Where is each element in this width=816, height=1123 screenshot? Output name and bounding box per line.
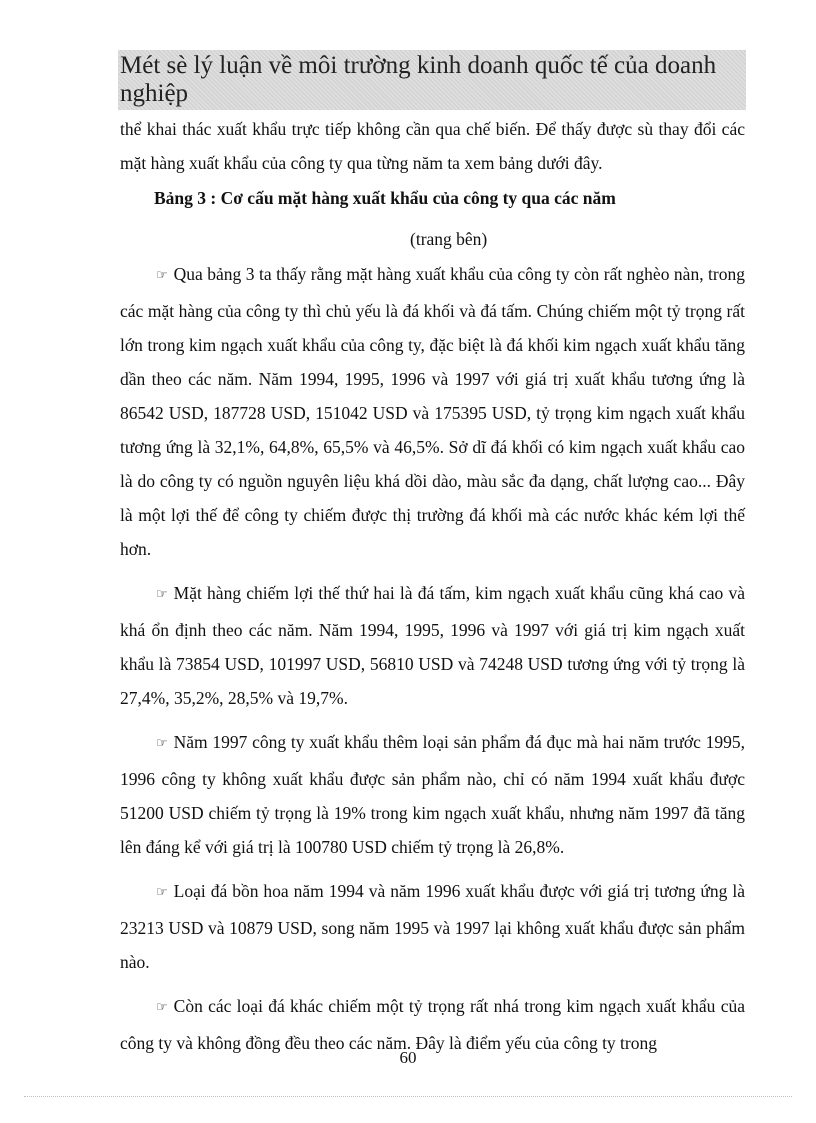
page-number: 60: [399, 1048, 417, 1067]
table-caption: Bảng 3 : Cơ cấu mặt hàng xuất khẩu của công ty qua các năm: [154, 188, 616, 208]
intro-block: [120, 112, 745, 180]
pointing-hand-icon: ☞: [156, 1000, 168, 1015]
running-header-title: Mét sè lý luận về môi trường kinh doanh quốc tế của doanh nghiệp: [120, 52, 717, 107]
paragraph-text: Mặt hàng chiếm lợi thế thứ hai là đá tấm, kim ngạch xuất khẩu cũng khá cao và khá ổn định theo các năm. Năm 1994, 1995, 1996 và 1997 với giá trị kim ngạch xuất khẩu là 73854 USD, 101997 USD, 56810 USD và 74248 USD tương ứng với tỷ trọng là 27,4%, 35,2%, 28,5% và 19,7%.: [120, 583, 745, 708]
paragraph-carved-stone: [120, 725, 745, 864]
pointing-hand-icon: ☞: [156, 736, 168, 751]
paragraph-text: Năm 1997 công ty xuất khẩu thêm loại sản phẩm đá đục mà hai năm trước 1995, 1996 công ty không xuất khẩu được sản phẩm nào, chỉ có năm 1994 xuất khẩu được 51200 USD chiếm tỷ trọng là 19% trong kim ngạch xuất khẩu, nhưng năm 1997 đã tăng lên đáng kể với giá trị là 100780 USD chiếm tỷ trọng là 26,8%.: [120, 732, 745, 857]
intro-paragraph: thể khai thác xuất khẩu trực tiếp không cần qua chế biến. Để thấy được sù thay đổi các mặt hàng xuất khẩu của công ty qua từng năm ta xem bảng dưới đây.: [120, 119, 745, 173]
pointing-hand-icon: ☞: [156, 587, 168, 602]
paragraph-slab-stone: [120, 576, 745, 715]
paragraph-text: Loại đá bồn hoa năm 1994 và năm 1996 xuất khẩu được với giá trị tương ứng là 23213 USD và 10879 USD, song năm 1995 và 1997 lại không xuất khẩu được sản phẩm nào.: [120, 881, 745, 972]
paragraph-text: Qua bảng 3 ta thấy rằng mặt hàng xuất khẩu của công ty còn rất nghèo nàn, trong các mặt hàng của công ty thì chủ yếu là đá khối và đá tấm. Chúng chiếm một tỷ trọng rất lớn trong kim ngạch xuất khẩu của công ty, đặc biệt là đá khối kim ngạch xuất khẩu tăng dần theo các năm. Năm 1994, 1995, 1996 và 1997 với giá trị xuất khẩu tương ứng là 86542 USD, 187728 USD, 151042 USD và 175395 USD, tỷ trọng kim ngạch xuất khẩu tương ứng là 32,1%, 64,8%, 65,5% và 46,5%. Sở dĩ đá khối có kim ngạch xuất khẩu cao là do công ty có nguồn nguyên liệu khá dồi dào, màu sắc đa dạng, chất lượng cao... Đây là một lợi thế để công ty chiếm được thị trường đá khối mà các nước khác kém lợi thế hơn.: [120, 264, 745, 559]
pointing-hand-icon: ☞: [156, 885, 168, 900]
page-bottom-divider: [24, 1096, 792, 1097]
pointing-hand-icon: ☞: [156, 268, 168, 283]
paragraph-block-stone: [120, 257, 745, 566]
paragraph-text: Còn các loại đá khác chiếm một tỷ trọng rất nhá trong kim ngạch xuất khẩu của công ty và không đồng đều theo các năm. Đây là điểm yếu của công ty trong: [120, 996, 745, 1053]
analysis-body: [120, 257, 745, 1060]
table-caption-note: (trang bên): [410, 229, 488, 249]
paragraph-flowerpot-stone: [120, 874, 745, 979]
